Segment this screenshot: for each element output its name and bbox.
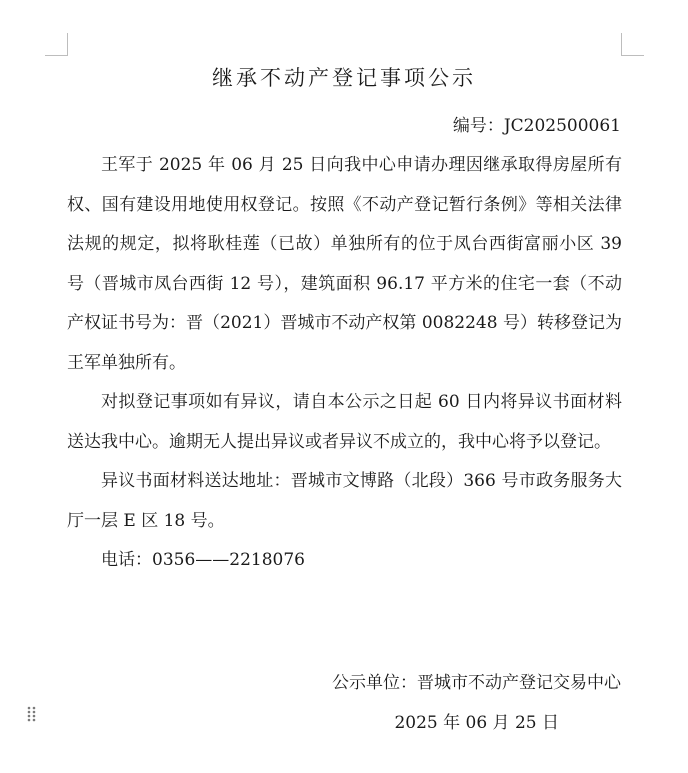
document-number: 编号：JC202500061 bbox=[452, 116, 621, 136]
drag-handle-icon-graphic bbox=[27, 706, 37, 722]
paragraph-application: 王军于 2025 年 06 月 25 日向我中心申请办理因继承取得房屋所有权、国有建设用地使用权登记。按照《不动产登记暂行条例》等相关法律法规的规定，拟将耿桂莲（已故）单独所有的位于凤台西街富丽小区 39 号（晋城市凤台西街 12 号），建筑面积 96.17 平方米的住宅一套（不动产权证书号为：晋（2021）晋城市不动产权第 0082248 号）转移登记为王军单独所有。 bbox=[67, 155, 622, 373]
paragraph-phone: 电话：0356——2218076 bbox=[101, 550, 305, 570]
page-corner-mark-top-left bbox=[45, 33, 68, 56]
page-corner-mark-top-right bbox=[621, 33, 644, 56]
drag-handle-icon[interactable] bbox=[27, 706, 37, 722]
document-title: 继承不动产登记事项公示 bbox=[212, 66, 476, 90]
document-body bbox=[67, 146, 622, 581]
paragraph-address: 异议书面材料送达地址：晋城市文博路（北段）366 号市政务服务大厅一层 E 区 18 号。 bbox=[67, 471, 622, 531]
paragraph-objection: 对拟登记事项如有异议，请自本公示之日起 60 日内将异议书面材料送达我中心。逾期无人提出异议或者异议不成立的，我中心将予以登记。 bbox=[67, 392, 622, 452]
issue-date: 2025 年 06 月 25 日 bbox=[394, 713, 559, 733]
issuer-line: 公示单位：晋城市不动产登记交易中心 bbox=[332, 673, 621, 693]
